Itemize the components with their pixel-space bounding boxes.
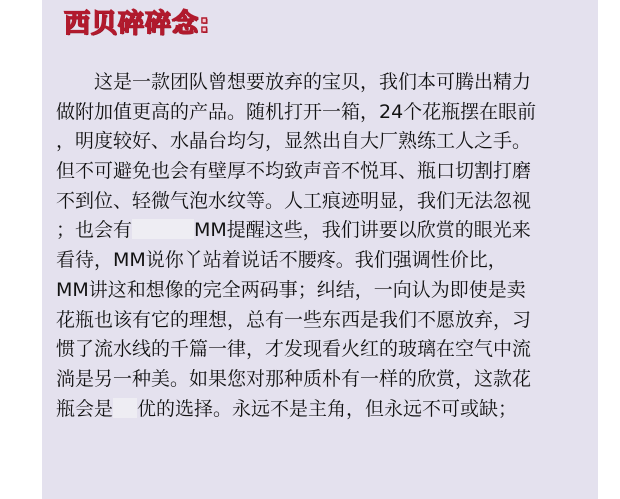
text-line: 惯了流水线的千篇一律，才发现看火红的玻璃在空气中流 [56, 338, 532, 361]
text-line: 这是一款团队曾想要放弃的宝贝，我们本可腾出精力 [56, 71, 532, 93]
text-line: 花瓶也该有它的理想，总有一些东西是我们不愿放弃，习 [56, 308, 532, 331]
text-line: ；也会有 MM提醒这些，我们讲要以欣赏的眼光来 [56, 219, 531, 242]
description-text [56, 68, 586, 424]
page-title: 西贝碎碎念: [64, 9, 211, 39]
text-line: ，明度较好、水晶台均匀，显然出自大厂熟练工人之手。 [56, 130, 532, 153]
blank-gap [113, 398, 137, 418]
text-line: 做附加值更高的产品。随机打开一箱，24个花瓶摆在眼前 [56, 100, 537, 123]
text-line: 但不可避免也会有壁厚不均致声音不悦耳、瓶口切割打磨 [56, 160, 532, 183]
text-line: 不到位、轻微气泡水纹等。人工痕迹明显，我们无法忽视 [56, 189, 532, 212]
text-line: 淌是另一种美。如果您对那种质朴有一样的欣赏，这款花 [56, 367, 532, 390]
text-line: 瓶会是 优的选择。永远不是主角，但永远不可或缺； [56, 397, 518, 420]
blank-gap [132, 219, 194, 239]
text-line: 看待，MM说你丫站着说话不腰疼。我们强调性价比， [56, 249, 507, 272]
text-line: MM讲这和想像的完全两码事；纠结，一向认为即使是卖 [56, 278, 526, 301]
